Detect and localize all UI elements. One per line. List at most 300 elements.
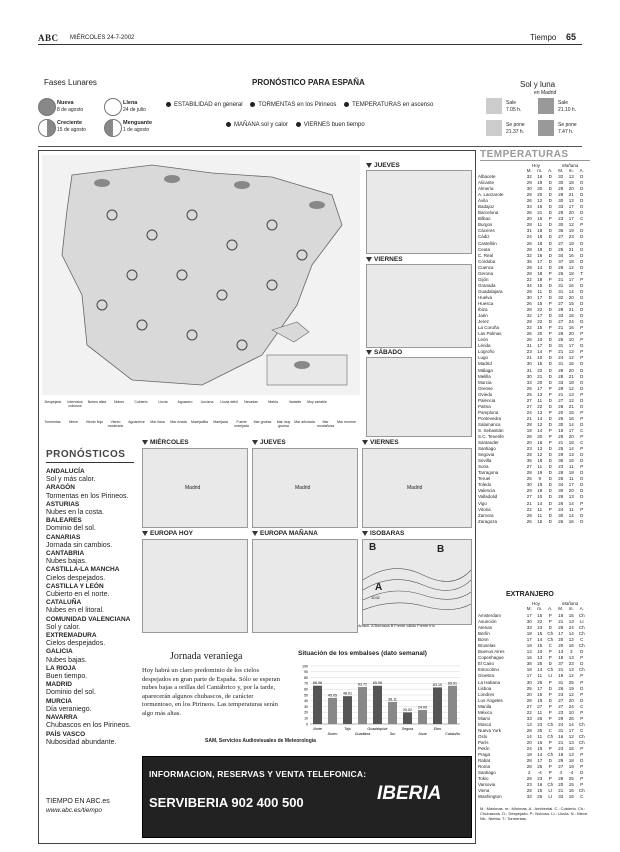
table-cell: P: [548, 746, 552, 752]
table-cell: 12: [568, 733, 574, 739]
table-cell: 28: [526, 788, 532, 794]
table-cell: P: [548, 613, 552, 618]
table-cell: C: [580, 727, 584, 733]
table-cell: 12: [568, 637, 574, 643]
city-name: Jaén: [478, 313, 488, 319]
table-cell: 26: [526, 300, 532, 306]
table-cell: 14: [568, 288, 574, 294]
table-cell: 17: [526, 637, 532, 643]
city-name: Palma: [478, 403, 491, 409]
table-cell: 32: [558, 294, 564, 300]
region-forecast: Día veraniego.: [46, 705, 92, 713]
table-cell: Ch: [547, 733, 554, 739]
table-cell: 20: [537, 186, 543, 192]
table-cell: 35: [526, 458, 532, 464]
table-cell: 15: [568, 300, 574, 306]
legend-item: Aguacero: [177, 400, 193, 404]
table-cell: 31: [526, 367, 532, 373]
legend-item: Mar enorme: [337, 420, 356, 424]
region-name: CASTILLA Y LEÓN: [46, 582, 104, 590]
table-cell: P: [580, 391, 584, 397]
legend-item: Nieve: [69, 420, 78, 424]
city-name: Atenas: [478, 625, 493, 631]
table-cell: 14: [568, 631, 574, 637]
table-cell: 26: [568, 715, 574, 721]
table-cell: D: [548, 500, 552, 506]
table-cell: 18: [526, 667, 532, 673]
table-cell: P: [548, 739, 552, 745]
legend-item: Fuerte marejada: [234, 420, 249, 428]
city-name: El Cairo: [478, 661, 495, 667]
city-name: Granada: [478, 282, 496, 288]
table-cell: D: [548, 661, 552, 667]
table-cell: 31: [526, 343, 532, 349]
table-cell: 23: [558, 691, 564, 697]
y-tick-label: 20: [304, 710, 308, 715]
table-cell: D: [548, 180, 552, 186]
map-europa-manana: [252, 539, 358, 633]
table-cell: D: [548, 518, 552, 524]
table-cell: 26: [558, 415, 564, 421]
table-cell: D: [548, 240, 552, 246]
bar: [403, 712, 412, 724]
table-cell: 13: [537, 409, 543, 415]
table-cell: 18: [568, 758, 574, 764]
city-name: Castellón: [478, 240, 497, 246]
table-cell: 28: [558, 470, 564, 476]
table-cell: 20: [568, 434, 574, 440]
legend-item: Niebla: [268, 400, 278, 404]
sunset-icon: [486, 120, 502, 136]
city-name: Gerona: [478, 270, 494, 276]
table-cell: D: [548, 343, 552, 349]
table-cell: D: [548, 446, 552, 452]
table-cell: 14: [537, 349, 543, 355]
table-cell: 29: [558, 385, 564, 391]
table-cell: 15: [537, 282, 543, 288]
reservoir-chart: [290, 648, 470, 740]
x-tick-label: Segura: [401, 727, 414, 731]
map-jueves: [366, 170, 472, 254]
table-cell: 11: [537, 733, 543, 739]
table-cell: 30: [558, 180, 564, 186]
city-name: Cádiz: [478, 234, 490, 240]
table-cell: D: [580, 770, 584, 776]
table-cell: 25: [526, 385, 532, 391]
table-cell: 36: [558, 228, 564, 234]
table-cell: 16: [568, 361, 574, 367]
table-cell: P: [580, 337, 584, 343]
city-name: Viena: [478, 788, 490, 794]
table-cell: D: [580, 282, 584, 288]
bar-value-label: 20.02: [403, 707, 412, 712]
table-cell: 17: [526, 673, 532, 679]
bullet-icon: [166, 102, 171, 107]
table-cell: 13: [568, 349, 574, 355]
table-cell: P: [580, 673, 584, 679]
page-number: 65: [566, 32, 577, 42]
map-madrid-miercoles: [142, 448, 248, 528]
table-cell: P: [580, 276, 584, 282]
phase-name: Nueva: [57, 100, 74, 106]
table-cell: 20: [526, 691, 532, 697]
column-header: M.: [526, 606, 532, 611]
table-cell: D: [548, 452, 552, 458]
table-cell: 28: [526, 764, 532, 770]
city-name: Córdoba: [478, 258, 496, 264]
table-cell: 14: [537, 637, 543, 643]
city-name: Tokio: [478, 776, 489, 782]
table-cell: 21: [537, 210, 543, 216]
table-cell: Ch: [547, 782, 554, 788]
table-cell: 19: [537, 482, 543, 488]
table-cell: D: [548, 625, 552, 631]
table-cell: D: [548, 174, 552, 179]
table-cell: 27: [558, 300, 564, 306]
table-cell: 15: [537, 300, 543, 306]
table-cell: P: [580, 709, 584, 715]
table-cell: 28: [558, 403, 564, 409]
sunrise-icon: [486, 98, 502, 114]
table-cell: P: [548, 703, 552, 709]
table-cell: P: [580, 691, 584, 697]
table-cell: 27: [537, 703, 543, 709]
table-cell: D: [548, 313, 552, 319]
table-cell: 22: [537, 619, 543, 625]
city-name: Orense: [478, 385, 493, 391]
table-cell: 33: [558, 313, 564, 319]
legend-item: Mar llana: [150, 420, 165, 424]
city-name: Manila: [478, 703, 492, 709]
map-label-viernes-2: VIERNES: [362, 439, 399, 446]
table-cell: 23: [526, 782, 532, 788]
table-cell: 29: [526, 488, 532, 494]
table-cell: 19: [526, 427, 532, 433]
weather-legend: [42, 400, 360, 440]
table-cell: D: [548, 373, 552, 379]
pronosticos-title: PRONÓSTICOS: [46, 449, 126, 460]
temp-col-group-manana: Mañana: [562, 163, 579, 168]
table-cell: 10: [568, 337, 574, 343]
chart-title: Situación de los embalses (dato semanal): [298, 650, 427, 657]
city-name: Huesca: [478, 300, 494, 306]
table-cell: 26: [526, 331, 532, 337]
chart-svg: [290, 660, 470, 740]
table-cell: 21: [526, 500, 532, 506]
table-cell: 26: [526, 518, 532, 524]
table-cell: 21: [558, 325, 564, 331]
table-cell: 17: [558, 631, 564, 637]
triangle-icon: [142, 531, 148, 536]
table-cell: P: [548, 679, 552, 685]
table-cell: Ch: [578, 631, 585, 637]
table-cell: 28: [526, 452, 532, 458]
table-cell: 17: [568, 482, 574, 488]
legend-item: Mar muy gruesa: [276, 420, 291, 428]
city-name: Buenos Aires: [478, 649, 505, 655]
moon-time: 21.10 h.: [558, 107, 577, 113]
table-cell: D: [548, 252, 552, 258]
bar: [313, 686, 322, 724]
table-cell: D: [548, 288, 552, 294]
table-cell: P: [580, 679, 584, 685]
table-cell: 29: [526, 264, 532, 270]
table-cell: P: [548, 691, 552, 697]
legend-item: Lluvia: [158, 400, 168, 404]
region-name: LA RIOJA: [46, 664, 77, 672]
table-cell: 17: [568, 276, 574, 282]
regional-forecasts: [46, 468, 136, 747]
table-cell: 18: [537, 234, 543, 240]
table-cell: 15: [537, 691, 543, 697]
city-name: Burgos: [478, 222, 493, 228]
abbreviation-note: M.: Máximas. m.: Mínimas. A.: Ambiental. C.: Cubierto. Ch.: Chubascos. D.: Despejado. P.: Nuboso. LI.: Lluvia. N.: Nieve. Nb.: Niebla. T.: Tormentas.: [480, 806, 589, 821]
table-cell: Ch: [547, 721, 554, 727]
table-cell: 19: [526, 643, 532, 649]
region-name: ANDALUCÍA: [46, 468, 85, 475]
table-cell: 24: [568, 625, 574, 631]
phase-name: Llena: [123, 100, 138, 106]
table-cell: Ch: [578, 721, 585, 727]
table-cell: D: [580, 697, 584, 703]
ext-column-headers: [524, 606, 587, 611]
full-moon-icon: [104, 98, 122, 116]
city-name: S. Sebastián: [478, 427, 504, 433]
table-cell: 28: [526, 776, 532, 782]
city-name: Nueva York: [478, 727, 502, 733]
legend-item: Viento flojo: [85, 420, 104, 424]
table-cell: P: [580, 349, 584, 355]
table-cell: 20: [537, 192, 543, 198]
y-tick-label: 0: [306, 722, 308, 727]
y-tick-label: 40: [304, 699, 308, 704]
web-link[interactable]: www.abc.es/tiempo: [46, 807, 102, 814]
table-cell: 18: [537, 228, 543, 234]
column-header: A.: [548, 606, 553, 611]
table-cell: 14: [537, 667, 543, 673]
triangle-icon: [366, 163, 372, 168]
table-cell: Ch: [547, 667, 554, 673]
city-name: Soria: [478, 464, 489, 470]
table-cell: 18: [568, 313, 574, 319]
table-cell: 28: [558, 210, 564, 216]
region-name: COMUNIDAD VALENCIANA: [46, 615, 131, 623]
table-cell: 19: [537, 697, 543, 703]
ext-col-group-manana: Mañana: [562, 601, 579, 606]
table-cell: D: [580, 397, 584, 403]
y-tick-label: 80: [304, 675, 308, 680]
table-cell: D: [580, 685, 584, 691]
forecast-item: MAÑANA sol y calor: [234, 122, 289, 129]
bar: [328, 698, 337, 724]
table-cell: 16: [537, 782, 543, 788]
table-cell: 32: [526, 313, 532, 319]
table-cell: D: [580, 288, 584, 294]
table-cell: 20: [568, 210, 574, 216]
lunar-phases: [38, 78, 168, 138]
table-cell: 21: [526, 355, 532, 361]
table-cell: D: [580, 421, 584, 427]
y-tick-label: 70: [304, 681, 308, 686]
table-cell: D: [580, 180, 584, 186]
table-cell: 13: [526, 649, 532, 655]
map-sabado: [366, 357, 472, 437]
city-name: Badajoz: [478, 204, 495, 210]
region-forecast: Chubascos en los Pirineos.: [46, 722, 131, 730]
table-row: [478, 519, 592, 525]
map-viernes: [366, 264, 472, 348]
bar-value-label: 66.08: [313, 681, 322, 686]
city-name: Sevilla: [478, 458, 492, 464]
region-name: NAVARRA: [46, 714, 78, 722]
region-forecast: Nubes bajas.: [46, 558, 87, 566]
iberia-ad[interactable]: [142, 756, 472, 838]
table-cell: 26: [537, 679, 543, 685]
bar-value-label: 63.10: [433, 682, 442, 687]
table-cell: 18: [568, 258, 574, 264]
table-cell: D: [548, 258, 552, 264]
table-cell: 11: [537, 464, 543, 470]
table-cell: 19: [558, 427, 564, 433]
x-tick-label: Cataluña: [445, 732, 460, 736]
column-header: m.: [568, 168, 574, 173]
table-cell: P: [580, 409, 584, 415]
table-cell: D: [580, 403, 584, 409]
table-cell: D: [548, 685, 552, 691]
city-name: C. Real: [478, 252, 494, 258]
table-cell: 17: [537, 258, 543, 264]
table-cell: Ch: [578, 613, 585, 618]
table-cell: 31: [558, 343, 564, 349]
city-name: Londres: [478, 691, 495, 697]
table-cell: 26: [558, 500, 564, 506]
x-tick-label: Júcar: [418, 732, 427, 736]
table-cell: D: [548, 319, 552, 325]
temp-col-group-hoy: Hoy: [532, 163, 541, 168]
map-label-sabado: SÁBADO: [366, 349, 402, 356]
triangle-icon: [366, 350, 372, 355]
table-cell: 17: [526, 613, 532, 618]
table-cell: D: [580, 512, 584, 518]
table-cell: 27: [558, 240, 564, 246]
city-name: Copenhague: [478, 655, 504, 661]
table-cell: D: [548, 192, 552, 198]
table-cell: Ch: [547, 752, 554, 758]
city-name: Lugo: [478, 355, 489, 361]
table-cell: 28: [526, 246, 532, 252]
table-cell: D: [548, 488, 552, 494]
table-cell: 23: [558, 746, 564, 752]
table-cell: 14: [537, 415, 543, 421]
table-cell: 11: [537, 673, 543, 679]
table-cell: P: [548, 391, 552, 397]
table-cell: 18: [558, 613, 564, 618]
table-cell: 27: [558, 764, 564, 770]
legend-item: Variable: [288, 400, 302, 404]
table-cell: 31: [558, 727, 564, 733]
table-cell: 23: [537, 721, 543, 727]
bar-value-label: 24.09: [418, 705, 427, 710]
region-forecast: Jornada sin cambios.: [46, 541, 113, 549]
table-cell: 13: [537, 391, 543, 397]
table-cell: P: [580, 764, 584, 770]
table-cell: 21: [568, 403, 574, 409]
table-cell: C: [580, 794, 584, 800]
table-cell: 15: [568, 409, 574, 415]
table-cell: 24: [558, 506, 564, 512]
table-cell: 13: [558, 649, 564, 655]
table-cell: D: [548, 198, 552, 204]
table-cell: LI: [548, 673, 553, 679]
city-name: Miami: [478, 715, 490, 721]
table-cell: 26: [526, 337, 532, 343]
table-cell: 18: [568, 270, 574, 276]
region-forecast: Cubierto en el norte.: [46, 591, 110, 599]
header-divider: [38, 44, 582, 45]
region-forecast: Nubes bajas.: [46, 656, 87, 664]
moon-label: Se pone: [558, 122, 577, 128]
table-cell: P: [580, 776, 584, 782]
city-name: A. Lanzarote: [478, 192, 504, 198]
table-cell: 16: [568, 282, 574, 288]
extranjero-title: EXTRANJERO: [506, 591, 554, 598]
table-cell: 25: [537, 764, 543, 770]
table-cell: 26: [537, 715, 543, 721]
sun-label: Se pone: [506, 122, 525, 128]
table-cell: 27: [526, 494, 532, 500]
map-label-europa-manana: EUROPA MAÑANA: [252, 530, 318, 537]
table-cell: 16: [568, 788, 574, 794]
table-cell: D: [580, 174, 584, 179]
table-cell: 38: [526, 661, 532, 667]
region-forecast: Tormentas en los Pirineos.: [46, 492, 129, 500]
table-cell: 32: [558, 174, 564, 179]
table-cell: D: [548, 337, 552, 343]
table-cell: C: [548, 727, 552, 733]
city-name: Tarragona: [478, 470, 499, 476]
forecast-item: TEMPERATURAS en ascenso: [352, 102, 434, 109]
table-cell: D: [548, 758, 552, 764]
x-tick-label: Sur: [389, 732, 396, 736]
ad-line-1: INFORMACION, RESERVAS Y VENTA TELEFONICA:: [149, 769, 367, 779]
table-cell: 11: [537, 397, 543, 403]
table-cell: 25: [526, 476, 532, 482]
table-cell: P: [548, 655, 552, 661]
table-cell: D: [580, 186, 584, 192]
table-cell: 11: [537, 288, 543, 294]
table-cell: 27: [558, 697, 564, 703]
city-name: León: [478, 337, 489, 343]
table-cell: D: [548, 210, 552, 216]
table-cell: 29: [558, 715, 564, 721]
table-cell: D: [548, 512, 552, 518]
region-name: CATALUÑA: [46, 599, 82, 607]
table-cell: 18: [568, 440, 574, 446]
x-tick-label: Guadiana: [354, 732, 371, 736]
legend-item: Nubes: [113, 400, 125, 404]
phase-name: Creciente: [57, 120, 83, 126]
table-cell: D: [548, 228, 552, 234]
table-cell: 21: [568, 307, 574, 313]
city-name: Salamanca: [478, 421, 501, 427]
table-cell: 27: [526, 464, 532, 470]
city-name: Lérida: [478, 343, 491, 349]
city-name: Varsovia: [478, 782, 496, 788]
y-tick-label: 90: [304, 670, 308, 675]
table-cell: 15: [568, 782, 574, 788]
table-cell: 33: [558, 204, 564, 210]
table-cell: 11: [568, 506, 574, 512]
